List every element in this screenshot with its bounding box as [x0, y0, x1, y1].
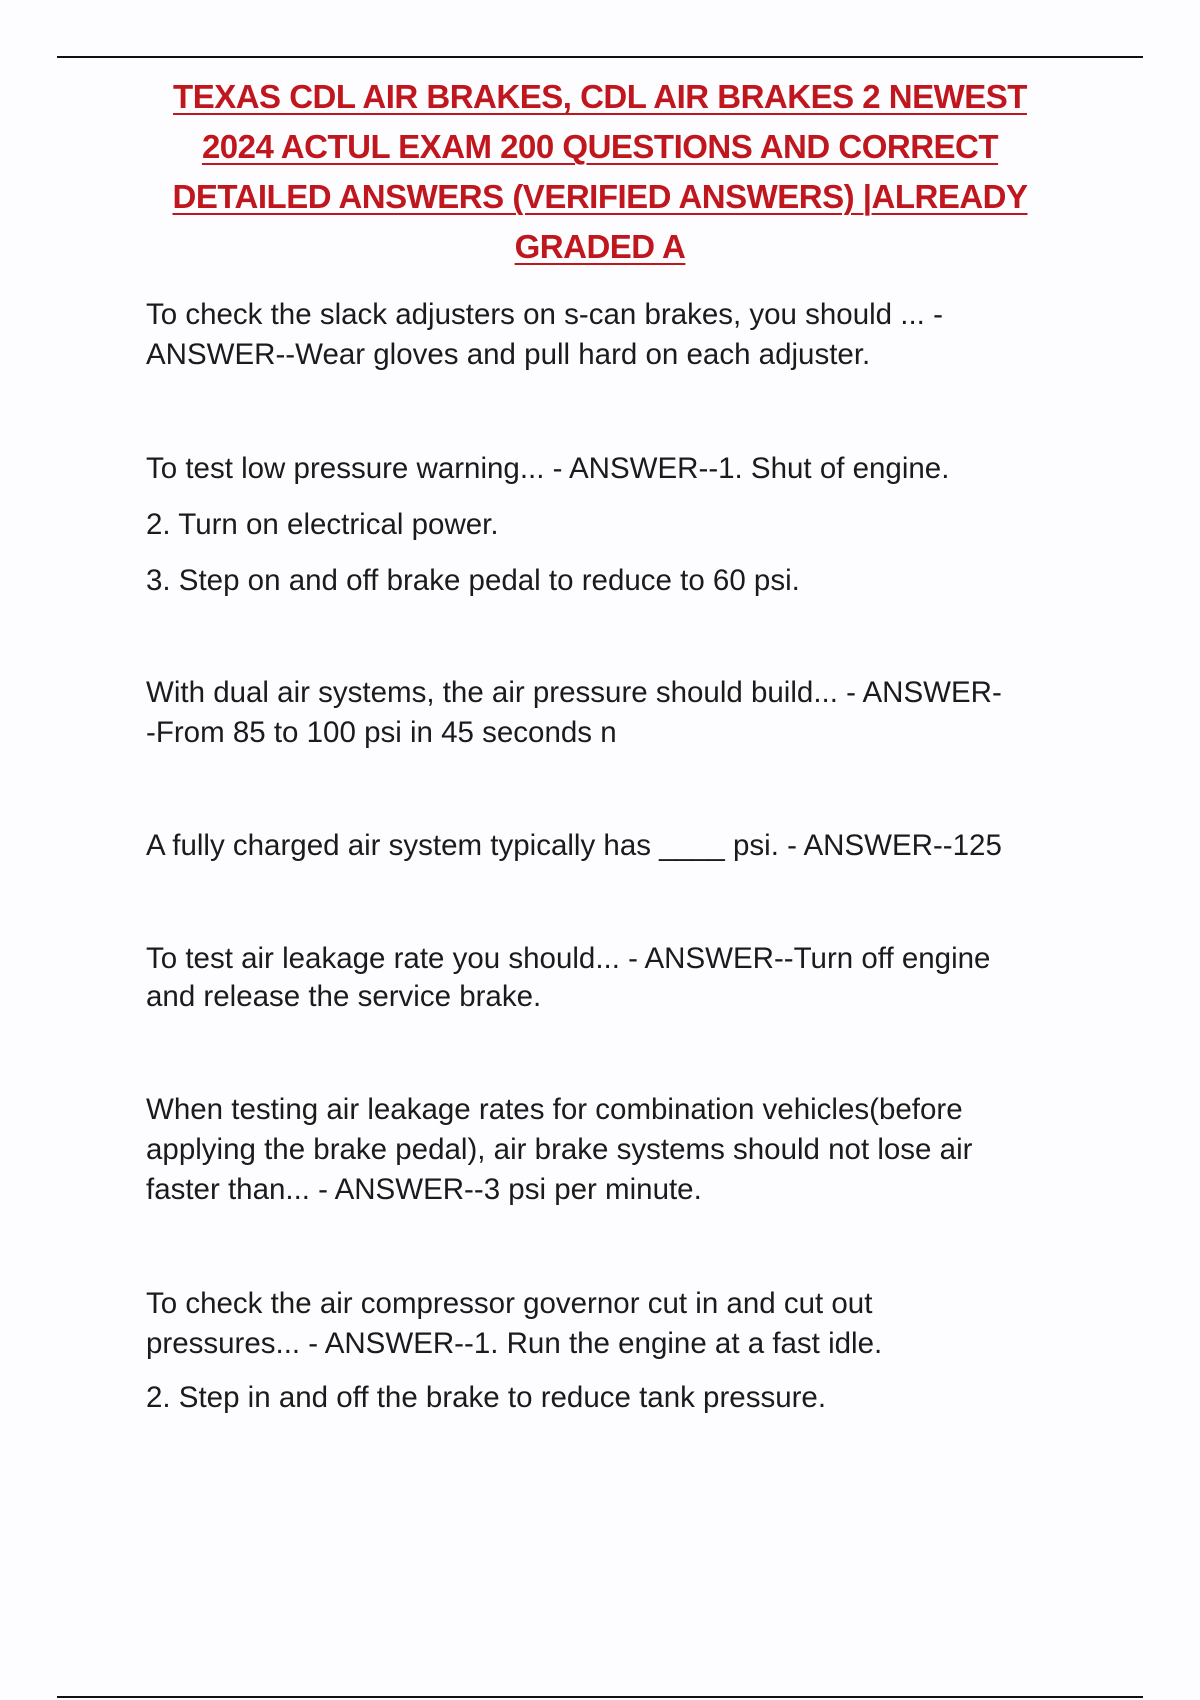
bottom-rule — [57, 1696, 1143, 1698]
qa-7-answer-step-2: 2. Step in and off the brake to reduce tank pressure. — [146, 1381, 827, 1414]
qa-2-question-line: To test low pressure warning... - ANSWER--1. Shut of engine. — [146, 452, 950, 485]
qa-7-answer-line: pressures... - ANSWER--1. Run the engine at a fast idle. — [146, 1327, 883, 1360]
qa-2-answer-step-3: 3. Step on and off brake pedal to reduce to 60 psi. — [146, 564, 800, 597]
qa-3-answer-line: -From 85 to 100 psi in 45 seconds n — [146, 716, 617, 749]
qa-4-line: A fully charged air system typically has ____ psi. - ANSWER--125 — [146, 829, 1002, 862]
qa-5-question-line: To test air leakage rate you should... - ANSWER--Turn off engine — [146, 942, 991, 975]
title-line-1: TEXAS CDL AIR BRAKES, CDL AIR BRAKES 2 NEWEST — [173, 78, 1027, 115]
qa-5-answer-line: and release the service brake. — [146, 980, 542, 1013]
document-title — [100, 72, 1100, 272]
qa-3-question-line: With dual air systems, the air pressure should build... - ANSWER- — [146, 676, 1002, 709]
top-rule — [57, 56, 1143, 58]
qa-6-answer-line: faster than... - ANSWER--3 psi per minute. — [146, 1173, 702, 1206]
qa-6-question-line-2: applying the brake pedal), air brake systems should not lose air — [146, 1133, 973, 1166]
qa-1-answer-line: ANSWER--Wear gloves and pull hard on each adjuster. — [146, 338, 871, 371]
title-line-2: 2024 ACTUL EXAM 200 QUESTIONS AND CORRECT — [201, 128, 999, 165]
qa-2-answer-step-2: 2. Turn on electrical power. — [146, 508, 499, 541]
title-line-3: DETAILED ANSWERS (VERIFIED ANSWERS) |ALREADY — [172, 178, 1028, 215]
qa-7-question-line: To check the air compressor governor cut in and cut out — [146, 1287, 873, 1320]
title-line-4: GRADED A — [514, 228, 686, 265]
qa-6-question-line-1: When testing air leakage rates for combination vehicles(before — [146, 1093, 963, 1126]
qa-1-question-line: To check the slack adjusters on s-can brakes, you should ... - — [146, 298, 943, 331]
